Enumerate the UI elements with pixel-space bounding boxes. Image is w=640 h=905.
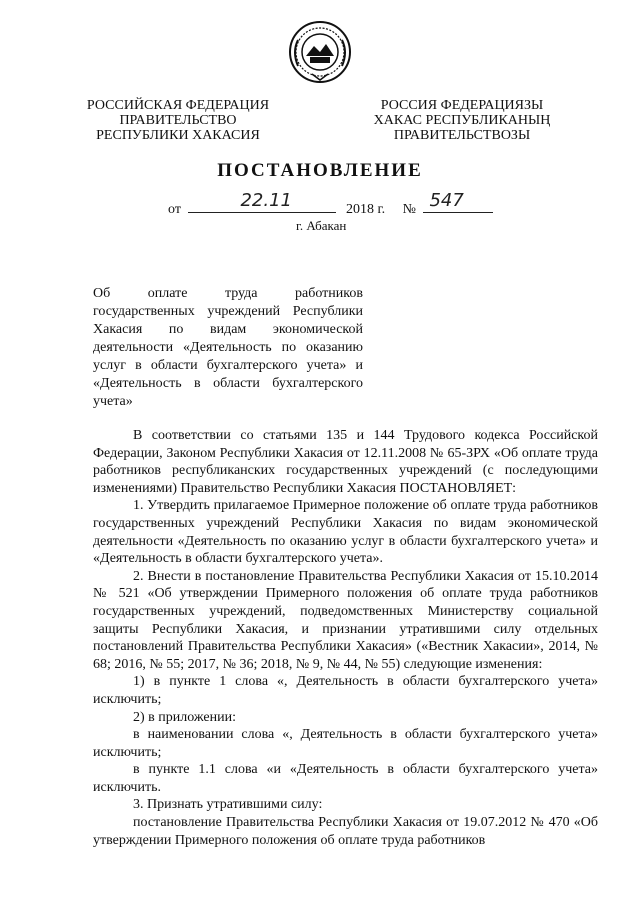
body-paragraph: 1. Утвердить прилагаемое Примерное положение об оплате труда работников государственных учреждений Республики Хакасия по видам экономической деятельности «Деятельность по оказанию услуг в области бухгалтерского учета» и «Деятельность в области бухгалтерского учета». xyxy=(93,498,598,567)
header-right-line: ХАКАС РЕСПУБЛИКАНЫҢ xyxy=(373,113,551,128)
body-paragraph: постановление Правительства Республики Хакасия от 19.07.2012 № 470 «Об утверждении Примерного положения об оплате труда работников xyxy=(93,815,598,848)
body-paragraph: в пункте 1.1 слова «и «Деятельность в области бухгалтерского учета» исключить. xyxy=(93,762,598,795)
body-paragraph: 1) в пункте 1 слова «, Деятельность в области бухгалтерского учета» исключить; xyxy=(93,674,598,707)
body-paragraph: в наименовании слова «, Деятельность в области бухгалтерского учета» исключить; xyxy=(93,727,598,760)
header-right-line: РОССИЯ ФЕДЕРАЦИЯЗЫ xyxy=(380,98,544,113)
body-paragraph: 2. Внести в постановление Правительства Республики Хакасия от 15.10.2014 № 521 «Об утверждении Примерного положения об оплате труда работников государственных учреждений, подведомственных Министерству социальной защиты Республики Хакасия, и признании утратившими силу отдельных постановлений Правительства Республики Хакасия» («Вестник Хакасии», 2014, № 68; 2016, № 55; 2017, № 36; 2018, № 9, № 44, № 55) следующие изменения: xyxy=(93,568,598,672)
header-left-line: ПРАВИТЕЛЬСТВО xyxy=(119,113,237,128)
header-left-line: РОССИЙСКАЯ ФЕДЕРАЦИЯ xyxy=(86,98,270,113)
body-paragraph: 3. Признать утратившими силу: xyxy=(133,797,323,813)
body-paragraph: 2) в приложении: xyxy=(133,709,236,725)
header-left-block xyxy=(78,98,278,143)
header-right-block xyxy=(362,98,562,143)
number-label: № xyxy=(402,202,416,217)
coat-of-arms-emblem xyxy=(288,20,352,84)
handwritten-number: 547 xyxy=(429,190,464,211)
date-from-label: от xyxy=(168,202,181,217)
header-left-line: РЕСПУБЛИКИ ХАКАСИЯ xyxy=(96,128,260,143)
handwritten-date: 22.11 xyxy=(240,190,292,211)
document-body xyxy=(93,427,598,849)
number-blank xyxy=(423,190,493,213)
year-label: 2018 г. xyxy=(345,202,386,217)
document-subject xyxy=(93,285,363,411)
city-label: г. Абакан xyxy=(296,218,347,233)
date-number-line xyxy=(168,190,493,218)
document-title: ПОСТАНОВЛЕНИЕ xyxy=(217,160,423,181)
body-paragraph: В соответствии со статьями 135 и 144 Трудового кодекса Российской Федерации, Законом Республики Хакасия от 12.11.2008 № 65-ЗРХ «Об оплате труда работников республиканских государственных учреждений (с последующими изменениями) Правительство Республики Хакасия ПОСТАНОВЛЯЕТ: xyxy=(93,428,598,496)
subject-text: Об оплате труда работников государственных учреждений Республики Хакасия по видам экономической деятельности «Деятельность по оказанию услуг в области бухгалтерского учета» и «Деятельность в области бухгалтерского учета» xyxy=(93,286,363,409)
header-right-line: ПРАВИТЕЛЬСТВОЗЫ xyxy=(393,128,531,143)
date-blank xyxy=(188,190,336,213)
